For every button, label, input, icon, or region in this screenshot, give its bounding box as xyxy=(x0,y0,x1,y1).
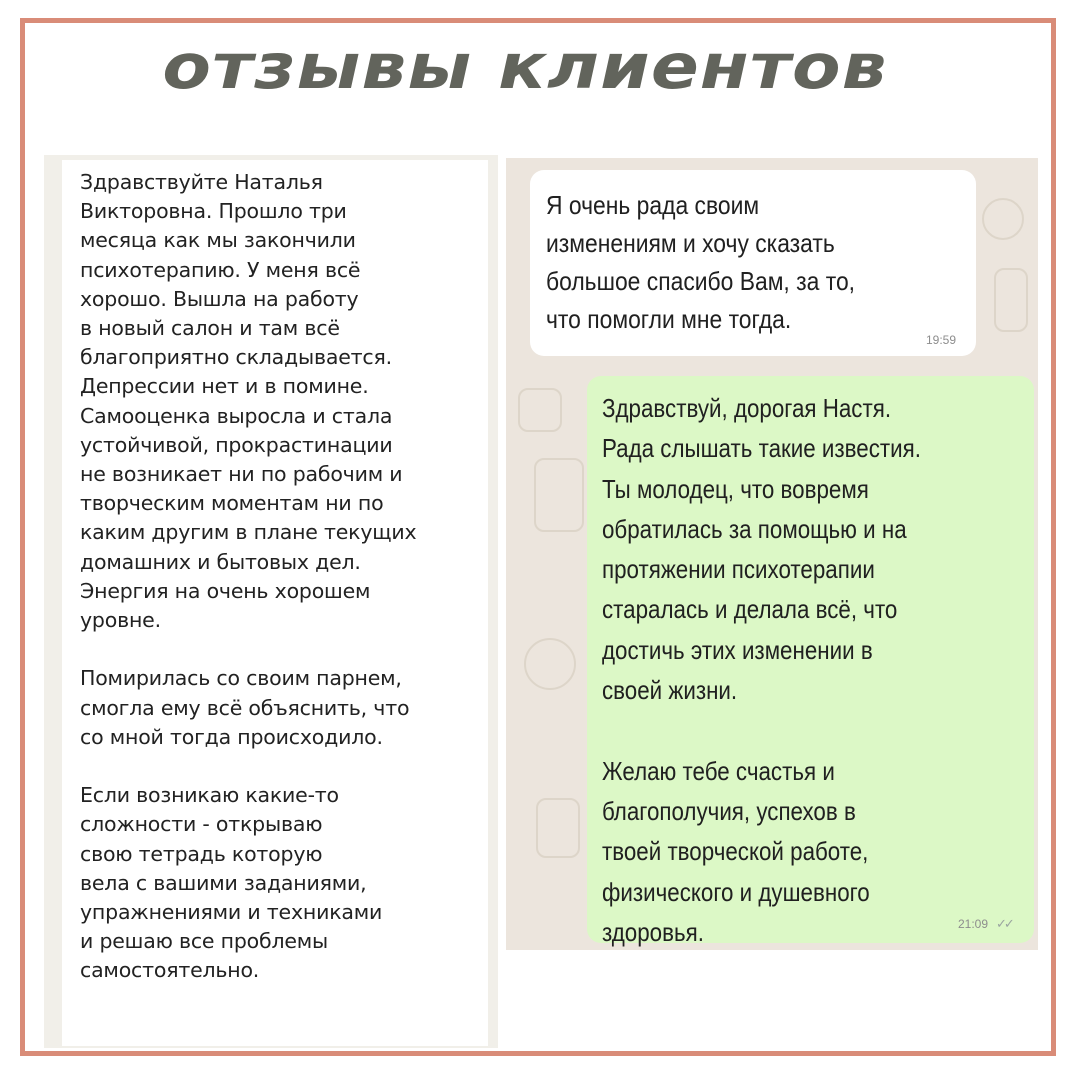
text-line: смогла ему всё объяснить, что xyxy=(80,695,410,720)
text-line: свою тетрадь которую xyxy=(80,841,323,866)
wallpaper-doodle xyxy=(518,388,562,432)
text-line: психотерапию. У меня всё xyxy=(80,257,361,282)
text-line: каким другим в плане текущих xyxy=(80,520,417,545)
text-line: изменениям и хочу сказать xyxy=(546,228,835,258)
text-line: своей жизни. xyxy=(602,675,738,706)
text-line: Ты молодец, что вовремя xyxy=(602,473,869,504)
text-line: благоприятно складывается. xyxy=(80,345,392,370)
text-line: хорошо. Вышла на работу xyxy=(80,286,359,311)
wallpaper-doodle xyxy=(534,458,584,532)
text-line: и решаю все проблемы xyxy=(80,929,329,954)
text-line: здоровья. xyxy=(602,916,704,947)
text-line: уровне. xyxy=(80,608,161,633)
text-line: не возникает ни по рабочим и xyxy=(80,462,403,487)
incoming-message-text xyxy=(546,186,916,338)
text-line: Самооценка выросла и стала xyxy=(80,403,393,428)
outgoing-message-time: 21:09 xyxy=(958,917,989,931)
text-line: твоей творческой работе, xyxy=(602,836,869,867)
text-line: протяжении психотерапии xyxy=(602,554,875,585)
wallpaper-doodle xyxy=(536,798,580,858)
paragraph xyxy=(80,664,500,752)
text-line: Здравствуй, дорогая Настя. xyxy=(602,393,892,423)
double-check-icon: ✓✓ xyxy=(996,916,1012,931)
incoming-message-time: 19:59 xyxy=(926,333,957,347)
text-line: Если возникаю какие-то xyxy=(80,783,339,808)
paragraph xyxy=(602,751,1006,952)
paragraph xyxy=(80,781,500,985)
text-line: Помирилась со своим парнем, xyxy=(80,666,402,691)
outgoing-message-text xyxy=(602,388,1006,952)
text-line: Энергия на очень хорошем xyxy=(80,578,371,603)
wallpaper-doodle xyxy=(994,268,1028,332)
text-line: вела с вашими заданиями, xyxy=(80,870,367,895)
text-line: устойчивой, прокрастинации xyxy=(80,432,393,457)
text-line: Депрессии нет и в помине. xyxy=(80,374,369,399)
wallpaper-doodle xyxy=(982,198,1024,240)
left-review-text xyxy=(80,168,500,986)
text-line: творческим моментам ни по xyxy=(80,491,384,516)
paragraph xyxy=(602,388,1006,710)
text-line: старалась и делала всё, что xyxy=(602,594,898,625)
text-line: достичь этих изменении в xyxy=(602,634,873,665)
text-line: большое спасибо Вам, за то, xyxy=(546,266,856,296)
text-line: самостоятельно. xyxy=(80,958,260,983)
text-line: Рада слышать такие известия. xyxy=(602,433,921,464)
page-title: отзывы клиентов xyxy=(162,30,888,103)
text-line: домашних и бытовых дел. xyxy=(80,549,361,574)
text-line: благополучия, успехов в xyxy=(602,795,856,826)
text-line: обратилась за помощью и на xyxy=(602,513,907,544)
text-line: Желаю тебе счастья и xyxy=(602,755,835,786)
text-line: Я очень рада своим xyxy=(546,190,760,220)
text-line: сложности - открываю xyxy=(80,812,323,837)
text-line: в новый салон и там всё xyxy=(80,316,340,341)
text-line: месяца как мы закончили xyxy=(80,228,356,253)
text-line: Здравствуйте Наталья xyxy=(80,170,323,194)
text-line: Викторовна. Прошло три xyxy=(80,199,347,224)
paragraph xyxy=(80,168,500,635)
text-line: что помогли мне тогда. xyxy=(546,304,792,334)
text-line: упражнениями и техниками xyxy=(80,900,383,925)
text-line: со мной тогда происходило. xyxy=(80,724,383,749)
text-line: физического и душевного xyxy=(602,876,870,907)
wallpaper-doodle xyxy=(524,638,576,690)
